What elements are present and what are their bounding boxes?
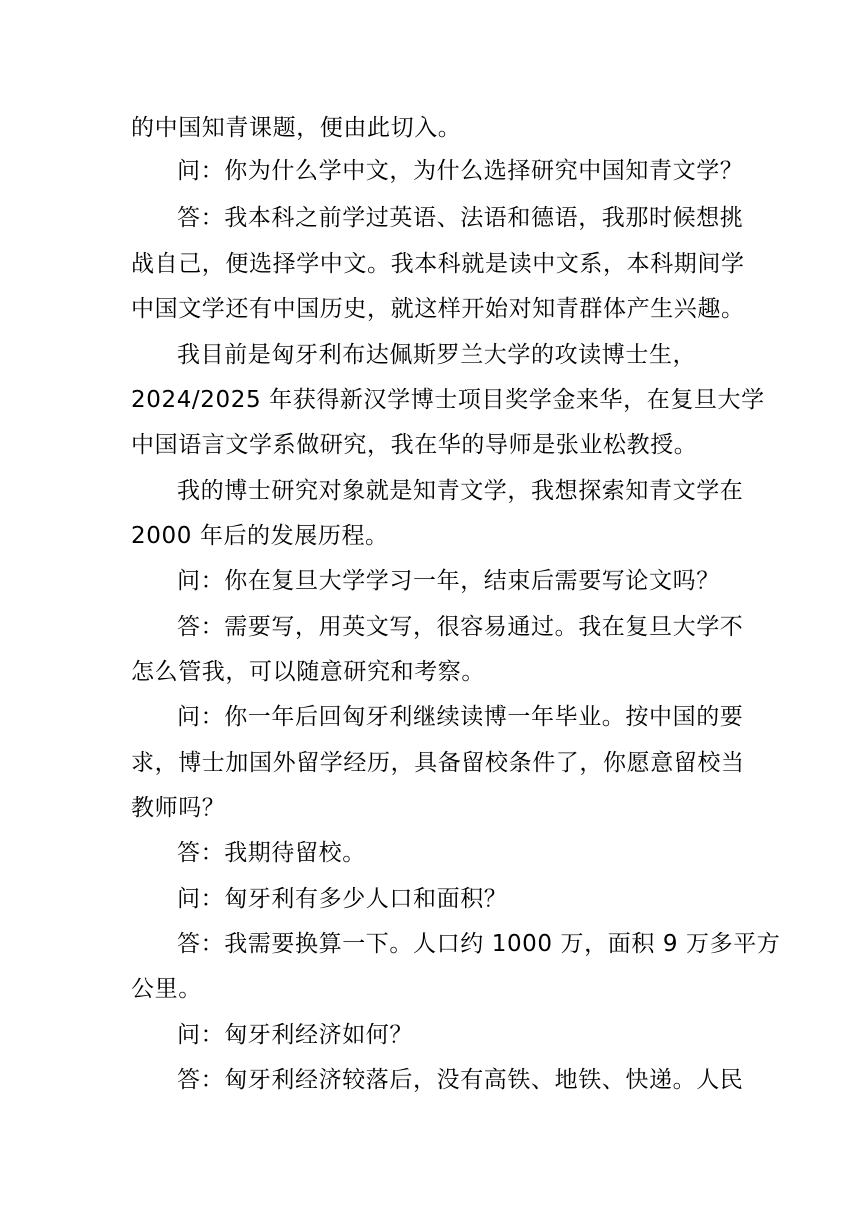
text-line: 我的博士研究对象就是知青文学，我想探索知青文学在 [177,478,744,504]
text-line: 我目前是匈牙利布达佩斯罗兰大学的攻读博士生， [177,342,697,368]
text-line: 问：你在复旦大学学习一年，结束后需要写论文吗？ [177,568,720,594]
text-line: 中国文学还有中国历史，就这样开始对知青群体产生兴趣。 [131,296,745,322]
text-line: 怎么管我，可以随意研究和考察。 [131,659,485,685]
text-line: 答：我需要换算一下。人口约 1000 万，面积 9 万多平方 [177,931,781,957]
text-line: 的中国知青课题，便由此切入。 [131,115,462,141]
text-line: 战自己，便选择学中文。我本科就是读中文系，本科期间学 [131,251,745,277]
text-line: 问：你一年后回匈牙利继续读博一年毕业。按中国的要 [177,704,744,730]
text-line: 答：我本科之前学过英语、法语和德语，我那时候想挑 [177,205,744,231]
text-line: 2024/2025 年获得新汉学博士项目奖学金来华，在复旦大学 [131,387,765,413]
text-line: 中国语言文学系做研究，我在华的导师是张业松教授。 [131,432,698,458]
text-line: 答：需要写，用英文写，很容易通过。我在复旦大学不 [177,614,744,640]
text-line: 公里。 [131,976,202,1002]
text-line: 问：匈牙利有多少人口和面积？ [177,886,508,912]
text-line: 求，博士加国外留学经历，具备留校条件了，你愿意留校当 [131,750,745,776]
text-line: 问：你为什么学中文，为什么选择研究中国知青文学？ [177,158,744,184]
text-line: 答：匈牙利经济较落后，没有高铁、地铁、快递。人民 [177,1067,744,1093]
text-line: 答：我期待留校。 [177,840,366,866]
text-line: 问：匈牙利经济如何？ [177,1022,413,1048]
text-line: 2000 年后的发展历程。 [131,523,389,549]
text-line: 教师吗？ [131,795,226,821]
